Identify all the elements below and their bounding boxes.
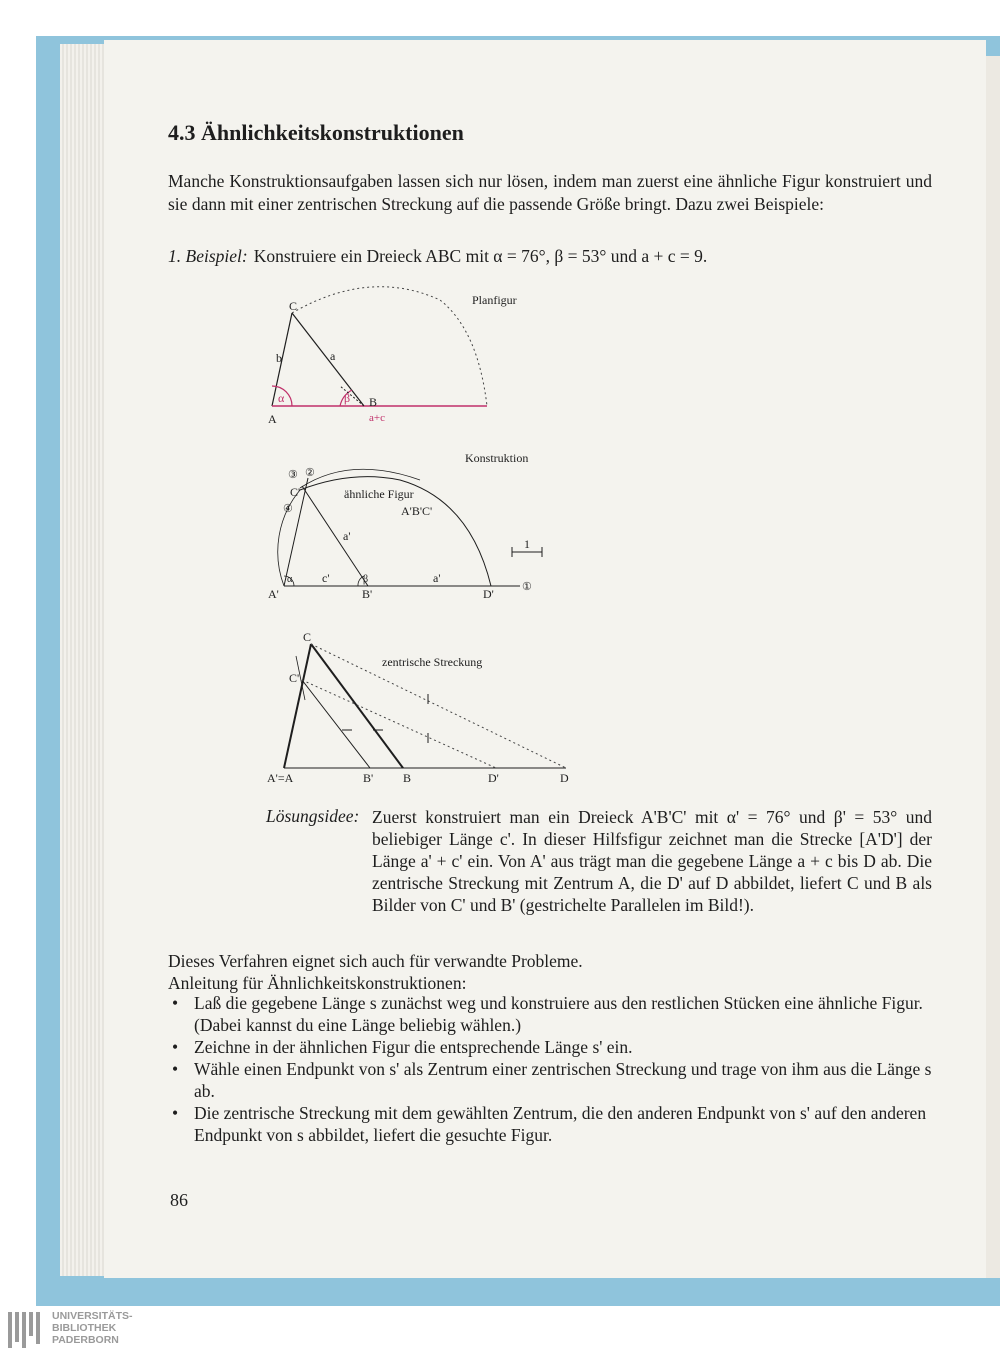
s-label-Dp: D' — [488, 771, 499, 785]
step2-marker: ② — [305, 467, 315, 479]
streckung-title: zentrische Streckung — [382, 655, 483, 669]
konstruktion-title: Konstruktion — [465, 451, 529, 465]
instruction-list — [172, 992, 932, 1146]
intro-paragraph: Manche Konstruktionsaufgaben lassen sich nur lösen, indem man zuerst eine ähnliche Figur konstruiert und sie dann mit einer zentrischen Streckung auf die passende Größe bringt. Dazu zwei Beispiele: — [168, 171, 932, 214]
k-beta: β — [363, 574, 369, 585]
k-label-Dp: D' — [483, 587, 494, 601]
bullet-icon: • — [172, 1103, 179, 1123]
plan-title: Planfigur — [472, 293, 517, 307]
unit-label: 1 — [524, 537, 530, 551]
k-label-ap2: a' — [433, 571, 441, 585]
library-line-2: BIBLIOTHEK — [52, 1322, 117, 1334]
bullet-icon: • — [172, 993, 179, 1013]
k-label-ap: a' — [343, 529, 351, 543]
similar-figure-label: ähnliche Figur — [344, 487, 414, 501]
list-item-note: (Dabei kannst du eine Länge beliebig wählen.) — [194, 1015, 522, 1035]
plan-label-a: a — [330, 349, 336, 363]
plan-label-A: A — [268, 412, 277, 426]
list-item-text: Laß die gegebene Länge s zunächst weg und konstruiere aus den restlichen Stücken eine ähnliche Figur. — [194, 993, 923, 1013]
library-logo-icon — [8, 1310, 48, 1350]
idea-label: Lösungsidee: — [266, 806, 360, 826]
step4-marker: ④ — [283, 503, 293, 515]
outro-line-2: Anleitung für Ähnlichkeitskonstruktionen: — [168, 973, 467, 993]
library-line-3: PADERBORN — [52, 1334, 119, 1346]
similar-figure-name: A'B'C' — [401, 504, 433, 518]
library-logo — [8, 1310, 138, 1354]
list-item — [172, 992, 932, 1036]
library-line-1: UNIVERSITÄTS- — [52, 1310, 133, 1322]
s-label-D: D — [560, 771, 569, 785]
plan-label-C: C — [289, 299, 298, 313]
list-item — [172, 1102, 932, 1146]
step3-marker: ③ — [288, 469, 298, 481]
section-heading: 4.3 Ähnlichkeitskonstruktionen — [168, 120, 464, 145]
example-label: 1. Beispiel: — [168, 246, 248, 266]
s-label-C: C — [303, 630, 312, 644]
k-alpha: α — [287, 574, 293, 585]
k-label-Bp: B' — [362, 587, 373, 601]
example-text: Konstruiere ein Dreieck ABC mit α = 76°, β = 53° und a + c = 9. — [253, 246, 708, 266]
list-item — [172, 1036, 932, 1058]
s-label-Cp: C' — [289, 671, 300, 685]
list-item-text: Zeichne in der ähnlichen Figur die entsprechende Länge s' ein. — [194, 1037, 633, 1057]
k-label-Ap: A' — [268, 587, 279, 601]
plan-beta: β — [344, 391, 351, 405]
list-item-text: Die zentrische Streckung mit dem gewählten Zentrum, die den anderen Endpunkt von s' auf den anderen Endpunkt von s abbildet, liefert die gesuchte Figur. — [194, 1103, 927, 1145]
idea-text: Zuerst konstruiert man ein Dreieck A'B'C' mit α' = 76° und β' = 53° und beliebiger Länge c'. In dieser Hilfsfigur zeichnet man die Strecke [A'D'] der Länge a' + c' ein. Von A' aus trägt man die gegebene Länge a + c bis D ab. Die zentrische Streckung mit Zentrum A, die D' auf D abbildet, liefert C und B als Bilder von C' und B' (gestrichelte Parallelen im Bild!). — [372, 807, 932, 915]
plan-alpha: α — [278, 391, 285, 405]
bullet-icon: • — [172, 1059, 179, 1079]
page-number: 86 — [170, 1190, 188, 1210]
s-label-B: B — [403, 771, 412, 785]
streckung — [267, 630, 569, 785]
bullet-icon: • — [172, 1037, 179, 1057]
plan-label-b: b — [276, 351, 282, 365]
library-name — [52, 1310, 133, 1346]
konstruktion — [268, 451, 542, 601]
k-label-Cp: C' — [290, 485, 301, 499]
step1-marker: ① — [522, 581, 532, 593]
s-label-Bp: B' — [363, 771, 374, 785]
plan-sum-label: a+c — [369, 412, 385, 424]
outro-line-1: Dieses Verfahren eignet sich auch für verwandte Probleme. — [168, 951, 583, 971]
planfigur — [268, 287, 517, 426]
k-label-cp: c' — [322, 571, 330, 585]
plan-label-B: B — [369, 395, 378, 409]
s-label-AA: A'=A — [267, 771, 294, 785]
list-item-text: Wähle einen Endpunkt von s' als Zentrum einer zentrischen Streckung und trage von ihm aus die Länge s ab. — [194, 1059, 932, 1101]
list-item — [172, 1058, 932, 1102]
